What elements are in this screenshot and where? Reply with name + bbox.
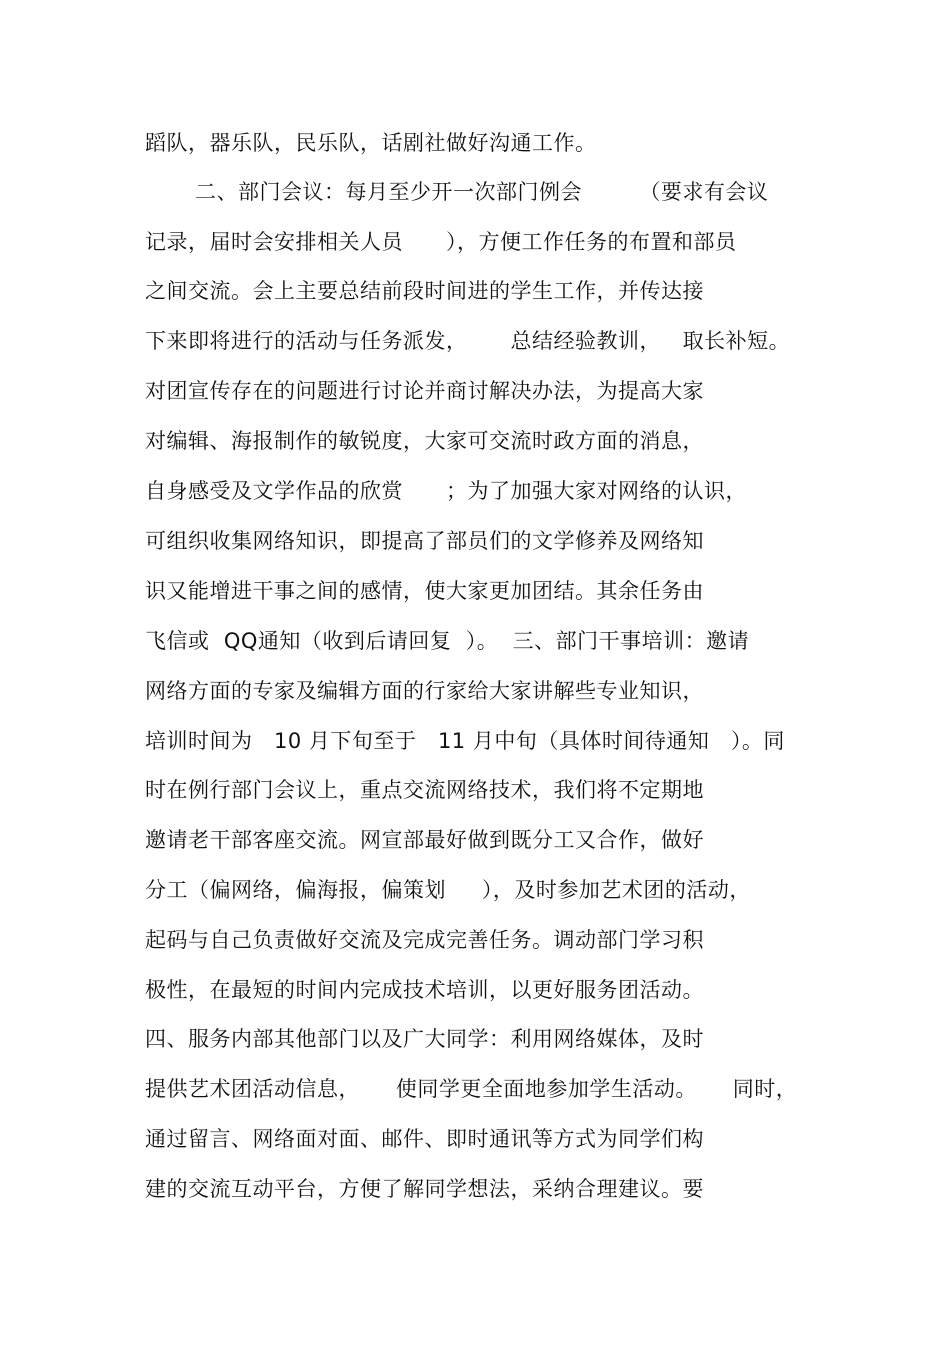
text-line: 建的交流互动平台，方便了解同学想法，采纳合理建议。要 <box>145 1177 704 1201</box>
text-line: 之间交流。会上主要总结前段时间进的学生工作，并传达接 <box>145 279 704 303</box>
text-line: 时在例行部门会议上，重点交流网络技术，我们将不定期地 <box>145 778 704 802</box>
text-line: 极性，在最短的时间内完成技术培训，以更好服务团活动。 <box>145 978 704 1002</box>
text-line: 可组织收集网络知识，即提高了部员们的文学修养及网络知 <box>145 529 704 553</box>
text-line: 提供艺术团活动信息， 使同学更全面地参加学生活动。 同时， <box>145 1077 798 1101</box>
text-line: 分工（偏网络，偏海报，偏策划 ），及时参加艺术团的活动， <box>145 878 751 902</box>
text-line: 培训时间为 10 月下旬至于 11 月中旬（具体时间待通知 ）。同 <box>145 729 785 753</box>
text-line: 网络方面的专家及编辑方面的行家给大家讲解些专业知识， <box>145 679 704 703</box>
text-line: 识又能增进干事之间的感情，使大家更加团结。其余任务由 <box>145 579 704 603</box>
text-line: 飞信或 QQ通知（收到后请回复 ）。 三、部门干事培训：邀请 <box>145 629 750 653</box>
text-line: 邀请老干部客座交流。网宣部最好做到既分工又合作，做好 <box>145 828 704 852</box>
text-line: 自身感受及文学作品的欣赏 ；为了加强大家对网络的认识， <box>145 479 748 503</box>
text-line: 记录，届时会安排相关人员 ），方便工作任务的布置和部员 <box>145 230 737 254</box>
text-line: 对团宣传存在的问题进行讨论并商讨解决办法，为提高大家 <box>145 379 704 403</box>
text-line: 通过留言、网络面对面、邮件、即时通讯等方式为同学们构 <box>145 1127 704 1151</box>
text-line: 下来即将进行的活动与任务派发， 总结经验教训， 取长补短。 <box>145 329 791 353</box>
text-line: 四、服务内部其他部门以及广大同学：利用网络媒体，及时 <box>145 1027 704 1051</box>
text-line: 蹈队，器乐队，民乐队，话剧社做好沟通工作。 <box>145 131 597 155</box>
text-line: 二、部门会议：每月至少开一次部门例会 （要求有会议 <box>195 180 769 204</box>
text-line: 起码与自己负责做好交流及完成完善任务。调动部门学习积 <box>145 928 704 952</box>
text-line: 对编辑、海报制作的敏锐度，大家可交流时政方面的消息， <box>145 429 704 453</box>
